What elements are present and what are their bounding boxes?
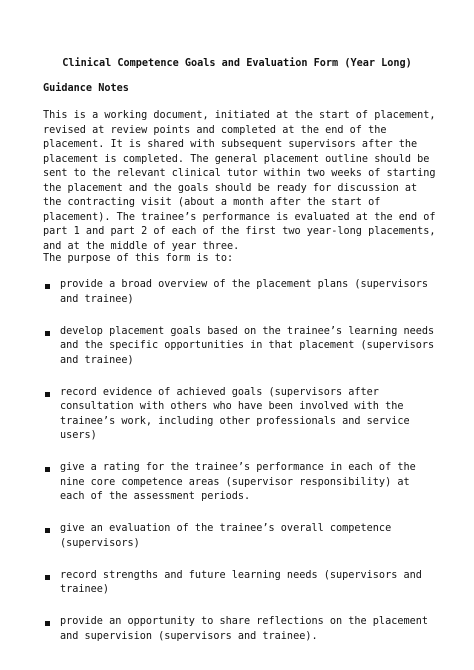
bullet-icon — [45, 528, 50, 533]
purpose-list-item — [43, 522, 438, 551]
purpose-text: record strengths and future learning needs (supervisors and trainee) — [60, 569, 422, 595]
purpose-list-item — [43, 278, 438, 307]
purpose-text: give an evaluation of the trainee’s overall competence (supervisors) — [60, 523, 392, 549]
purpose-intro: The purpose of this form is to: — [43, 253, 234, 264]
purpose-text: develop placement goals based on the trainee’s learning needs and the specific opportunities in that placement (supervisors and trainee) — [60, 325, 435, 366]
purpose-list-item — [43, 386, 438, 444]
purpose-list-item — [43, 461, 438, 505]
bullet-icon — [45, 575, 50, 580]
purpose-text: give a rating for the trainee’s performance in each of the nine core competence areas (supervisor responsibility) at each of the assessment periods. — [60, 462, 416, 502]
intro-paragraph: This is a working document, initiated at the start of placement, revised at review points and completed at the end of the placement. It is shared with subsequent supervisors after the placement is completed. The general placement outline should be sent to the relevant clinical tutor within two weeks of starting the placement and the goals should be ready for discussion at the contracting visit (about a month after the start of placement). The trainee’s performance is evaluated at the end of part 1 and part 2 of each of the first two year-long placements, and at the middle of year three. — [43, 110, 436, 252]
bullet-icon — [45, 392, 50, 397]
purpose-list-item — [43, 325, 438, 369]
bullet-icon — [45, 467, 50, 472]
bullet-icon — [45, 331, 50, 336]
bullet-icon — [45, 284, 50, 289]
bullet-icon — [45, 621, 50, 626]
purpose-list-item — [43, 569, 438, 598]
purpose-list — [43, 278, 438, 662]
purpose-text: record evidence of achieved goals (supervisors after consultation with others who have been involved with the trainee’s work, including other professionals and service users) — [60, 386, 410, 441]
document-title: Clinical Competence Goals and Evaluation Form (Year Long) — [62, 58, 412, 69]
purpose-text: provide a broad overview of the placement plans (supervisors and trainee) — [60, 279, 429, 305]
purpose-list-item — [43, 615, 438, 644]
purpose-text: provide an opportunity to share reflections on the placement and supervision (supervisors and trainee). — [60, 616, 429, 642]
section-heading: Guidance Notes — [43, 83, 129, 94]
